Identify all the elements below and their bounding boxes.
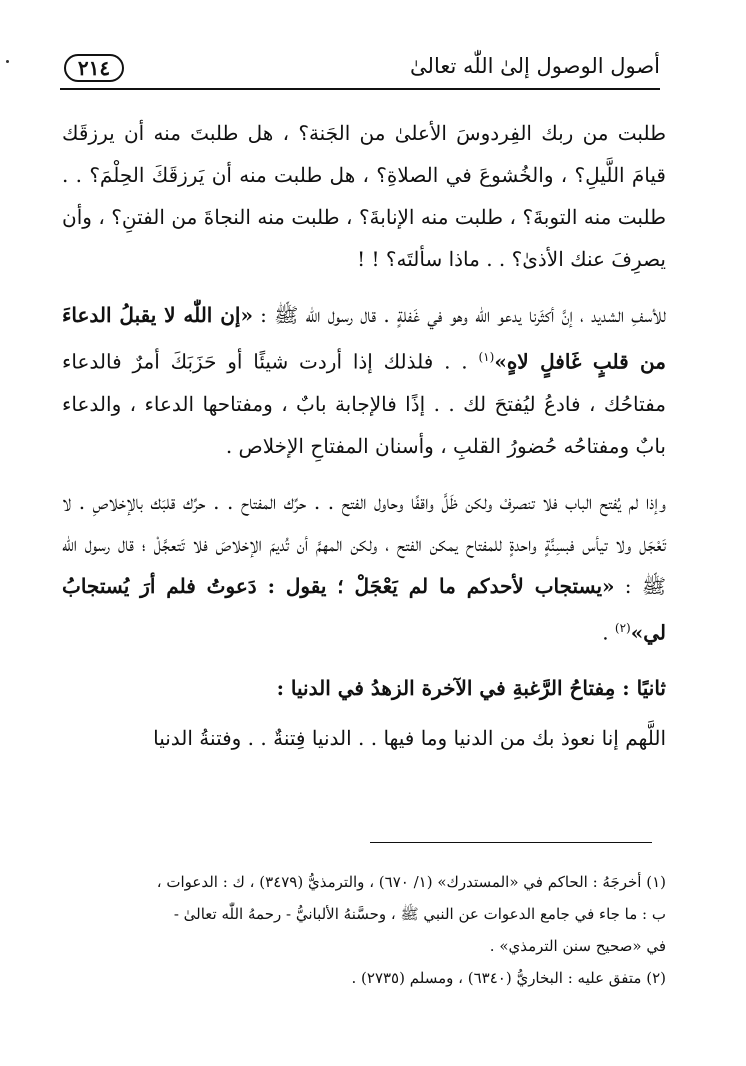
page-number: ٢١٤ <box>64 54 124 82</box>
page-header <box>60 48 660 92</box>
footnote-1-line-2: ب : ما جاء في جامع الدعوات عن النبي ﷺ ، وحسَّنهُ الألبانيُّ - رحمهُ اللّٰه تعالىٰ - <box>173 905 666 923</box>
paragraph-3-end: . <box>602 620 615 645</box>
footnote-ref-1: (١) <box>478 350 495 364</box>
header-rule <box>60 88 660 90</box>
main-text <box>62 112 666 773</box>
hadith-quote-1: «إن اللّٰه لا يقبلُ الدعاءَ من قلبٍ غَافلٍ لاهٍ» <box>62 303 666 374</box>
footnotes <box>62 866 666 994</box>
footnote-1-line-1: (١) أخرجَهُ : الحاكم في «المستدرك» (١/ ٦٧٠) ، والترمذيُّ (٣٤٧٩) ، ك : الدعوات ، <box>156 873 666 891</box>
running-title: أصول الوصول إلىٰ اللّٰه تعالىٰ <box>410 54 660 78</box>
paragraph-3-start: وإذا لم يُفتح الباب فلا تنصرفْ ولكن ظَلَّ واقفًا وحاول الفتح . . حرِّك المفتاح . . حرِّك قلبَك بالإخلاصِ . لا تَعْجَل ولا تيأس فبسِنَّةٍ واحدةٍ للمفتاح يمكن الفتح ، ولكن المهمَّ أن تُديمَ الإخلاصَ فلا تَتعجَّلْ ؛ قال رسول اللّٰه ﷺ : <box>62 489 666 598</box>
footnote-divider <box>370 842 652 843</box>
paragraph-2-end: . . فلذلك إذا أردت شيئًا أو حَزَبَكَ أمرٌ فالدعاء مفتاحُك ، فادعُ ليُفتحَ لك . . إذًا فالإجابة بابٌ ، ومفتاحها الدعاء ، والدعاء بابٌ ومفتاحُه حُضورُ القلبِ ، وأسنان المفتاحِ الإخلاص . <box>62 349 666 458</box>
footnote-1-line-3: في «صحيح سنن الترمذي» . <box>489 937 666 955</box>
section-heading: ثانيًا : مِفتاحُ الرَّغبةِ في الآخرة الزهدُ في الدنيا : <box>276 676 666 701</box>
margin-dot <box>6 60 9 63</box>
hadith-quote-2: «يستجاب لأحدكم ما لم يَعْجَلْ ؛ يقول : دَعوتُ فلم أرَ يُستجابُ لي» <box>62 573 666 645</box>
footnote-2: (٢) متفق عليه : البخاريُّ (٦٣٤٠) ، ومسلم (٢٧٣٥) . <box>351 969 666 987</box>
paragraph-2 <box>62 294 666 467</box>
paragraph-1: طلبت من ربك الفِردوسَ الأعلىٰ من الجَنة؟ ، هل طلبتَ منه أن يرزقَك قيامَ اللَّيلِ؟ ، والخُشوعَ في الصلاةِ؟ ، هل طلبت منه أن يَرزقَكَ الحِلْمَ؟ . . طلبت منه التوبةَ؟ ، طلبت منه الإنابةَ؟ ، طلبت منه النجاةَ من الفتنِ؟ ، وأن يصرِفَ عنك الأذىٰ؟ . . ماذا سألتَه؟ ! ! <box>62 121 666 271</box>
paragraph-4: اللَّهم إنا نعوذ بك من الدنيا وما فيها . . الدنيا فِتنةٌ . . وفتنةُ الدنيا <box>153 726 666 751</box>
paragraph-3 <box>62 481 666 654</box>
paragraph-2-start: للأسفِ الشديد ، إنَّ أكثَرنا يدعو اللّٰه وهو في غَفلةٍ . قال رسول اللّٰه ﷺ : <box>252 303 666 327</box>
footnote-ref-2: (٢) <box>614 620 631 635</box>
